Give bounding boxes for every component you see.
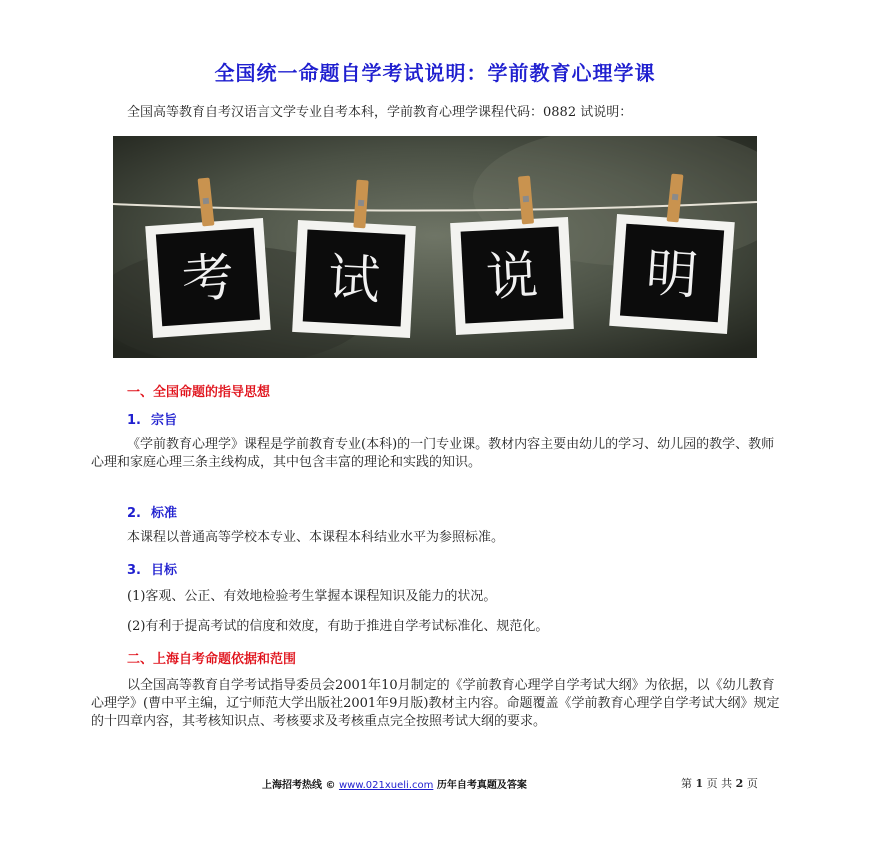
footer-source [262,776,527,791]
footer-source-label: 上海招考热线 © [262,780,336,791]
banner-card-1 [145,218,271,338]
section-1-1-number: 1. [127,413,141,428]
footer-website-link[interactable]: www.021xueli.com [338,780,434,791]
page-mid: 页 共 [706,777,733,790]
standard-paragraph: 本课程以普通高等学校本专业、本课程本科结业水平为参照标准。 [127,530,505,545]
intro-line: 全国高等教育自考汉语言文学专业自考本科，学前教育心理学课程代码：0882 试说明： [127,105,633,120]
footer-source-suffix: 历年自考真题及答案 [433,780,527,791]
section-1-2-heading [127,502,177,521]
section-1-2-label: 标准 [150,506,177,521]
goal-item-1: (1)客观、公正、有效地检验考生掌握本课程知识及能力的状况。 [127,589,497,604]
banner-card-3-char: 说 [484,245,540,309]
section-1-2-number: 2. [127,506,141,521]
banner-card-2 [292,220,416,338]
page-current: 1 [695,777,704,790]
banner-card-3 [450,217,574,335]
page-suffix: 页 [746,777,758,790]
banner-card-1-char: 考 [180,247,237,311]
goal-item-2: (2)有利于提高考试的信度和效度，有助于推进自学考试标准化、规范化。 [127,619,549,634]
section-1-3-number: 3. [127,563,141,578]
page-total: 2 [735,777,744,790]
exam-notice-banner-image [113,136,757,358]
section-1-1-heading [127,409,177,428]
section-1-1-label: 宗旨 [150,413,177,428]
banner-card-4-char: 明 [643,243,700,307]
section-2-heading: 二、上海自考命题依据和范围 [127,652,297,667]
section-1-heading: 一、全国命题的指导思想 [127,385,271,400]
banner-card-4 [609,214,735,334]
basis-paragraph: 以全国高等教育自学考试指导委员会2001年10月制定的《学前教育心理学自学考试大纲》为依据，以《幼儿教育心理学》(曹中平主编，辽宁师范大学出版社2001年9月版)教材主内容。命题覆盖《学前教育心理学自学考试大纲》规定的十四章内容，其考核知识点、考核要求及考核重点完全按照考试大纲的要求。 [91,678,780,729]
page-prefix: 第 [681,777,692,790]
banner-card-2-char: 试 [326,248,382,312]
section-1-3-heading [127,559,177,578]
document-title: 全国统一命题自学考试说明：学前教育心理学课 [214,61,656,85]
purpose-paragraph: 《学前教育心理学》课程是学前教育专业(本科)的一门专业课。教材内容主要由幼儿的学习、幼儿园的教学、教师心理和家庭心理三条主线构成，其中包含丰富的理论和实践的知识。 [91,437,775,470]
page-number [681,775,758,791]
section-1-3-label: 目标 [150,563,177,578]
